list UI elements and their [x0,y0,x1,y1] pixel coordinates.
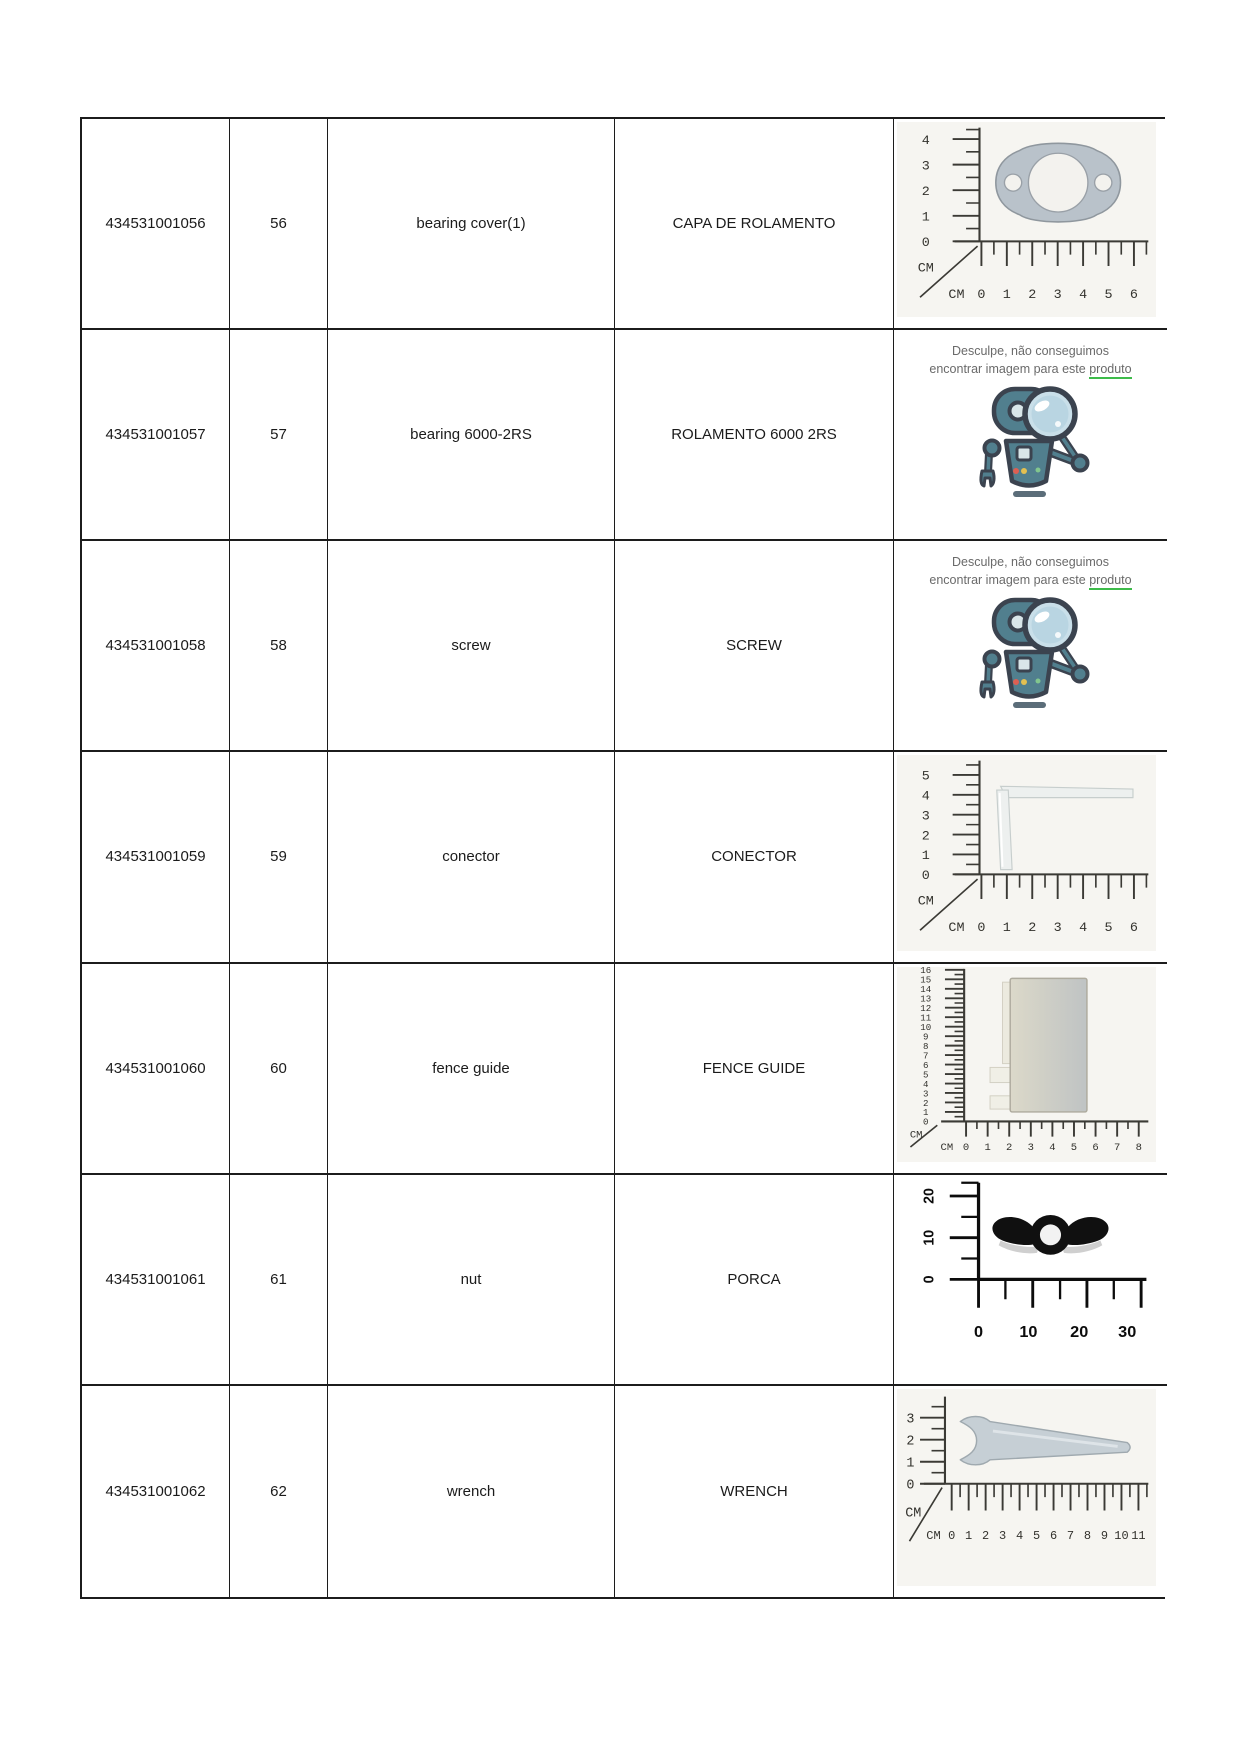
svg-text:8: 8 [923,1040,929,1052]
robot-base [1013,702,1046,708]
svg-text:0: 0 [977,921,986,937]
svg-text:5: 5 [1032,1529,1041,1544]
underlined-word: produto [1089,573,1131,590]
svg-text:16: 16 [920,966,932,976]
image-cell [894,752,1167,963]
svg-text:1: 1 [984,1141,991,1154]
svg-text:2: 2 [982,1529,990,1544]
connector-ruler-image [897,755,1156,950]
fence-guide-ruler-image [897,967,1156,1162]
name-en: bearing 6000-2RS [410,426,532,444]
name-pt: SCREW [726,637,782,655]
svg-text:9: 9 [1100,1529,1109,1544]
svg-text:10: 10 [921,1229,938,1246]
item-no: 56 [270,215,287,233]
name-pt-cell [615,1175,894,1386]
svg-text:10: 10 [1114,1529,1129,1544]
part-number: 434531001058 [105,637,206,655]
name-en: fence guide [432,1059,510,1077]
svg-text:9: 9 [923,1031,929,1043]
name-pt: ROLAMENTO 6000 2RS [671,426,837,444]
name-en-cell [328,119,615,330]
name-pt-cell [615,541,894,752]
svg-text:0: 0 [921,236,930,252]
item-no: 57 [270,426,287,444]
svg-text:4: 4 [1015,1529,1024,1544]
svg-text:11: 11 [920,1012,932,1024]
svg-text:2: 2 [1006,1141,1013,1154]
underlined-word: produto [1089,362,1131,379]
name-en-cell [328,964,615,1175]
svg-text:1: 1 [906,1456,915,1472]
svg-text:2: 2 [921,185,930,200]
item-no-cell [230,1175,328,1386]
svg-text:6: 6 [1049,1529,1058,1544]
wrench-photo [897,1389,1156,1586]
svg-text:7: 7 [1066,1529,1075,1544]
svg-text:4: 4 [1049,1141,1056,1154]
item-no: 59 [270,848,287,866]
svg-text:3: 3 [906,1412,915,1428]
svg-text:0: 0 [977,288,986,304]
svg-text:0: 0 [974,1322,984,1341]
svg-text:0: 0 [921,1275,938,1284]
svg-text:1: 1 [923,1106,929,1118]
svg-text:20: 20 [1070,1322,1089,1341]
parts-table [80,117,1165,1599]
part-number: 434531001059 [105,848,206,866]
svg-text:15: 15 [920,974,932,986]
cm-unit-label: CM [948,288,965,304]
fence-guide-photo [897,967,1156,1162]
cm-unit-label: CM [905,1506,922,1522]
cm-unit-label: CM [909,1129,923,1142]
name-pt-cell [615,330,894,541]
svg-text:11: 11 [1131,1529,1146,1544]
name-en-cell [328,541,615,752]
svg-text:5: 5 [921,770,930,786]
item-no: 62 [270,1482,287,1500]
svg-text:30: 30 [1118,1322,1137,1341]
robot-base [1013,491,1046,497]
svg-text:14: 14 [920,983,932,995]
part-number: 434531001056 [105,215,206,233]
part-number: 434531001061 [105,1270,206,1288]
no-image-message: Desculpe, não conseguimos encontrar imagem para este produto [929,554,1131,589]
image-cell [894,330,1167,541]
connector-part [1001,787,1133,798]
svg-text:3: 3 [1053,921,1062,937]
svg-text:3: 3 [921,809,930,825]
no-image-placeholder [894,330,1167,539]
svg-text:0: 0 [921,869,930,885]
image-cell [894,119,1167,330]
name-en: bearing cover(1) [416,215,526,233]
svg-text:3: 3 [999,1529,1007,1544]
svg-text:2: 2 [1028,288,1037,304]
svg-text:20: 20 [921,1187,938,1204]
name-en: conector [442,848,500,866]
part-number-cell [82,1175,230,1386]
name-en: screw [451,637,491,655]
cm-unit-label: CM [926,1529,941,1544]
item-no-cell [230,964,328,1175]
image-cell [894,1386,1167,1597]
svg-text:10: 10 [1019,1322,1038,1341]
name-pt: PORCA [727,1270,781,1288]
robot-no-image-icon [961,592,1101,712]
robot-gripper [980,471,993,486]
svg-text:1: 1 [921,210,930,226]
wing-nut-photo [897,1178,1156,1373]
item-no-cell [230,119,328,330]
svg-text:8: 8 [1083,1529,1092,1544]
name-pt-cell [615,1386,894,1597]
svg-text:13: 13 [920,993,932,1005]
svg-text:2: 2 [1028,921,1037,937]
connector-photo [897,755,1156,950]
item-no: 58 [270,637,287,655]
svg-text:3: 3 [1053,288,1062,304]
svg-text:5: 5 [1104,921,1113,937]
svg-text:1: 1 [965,1529,973,1544]
name-en-cell [328,1386,615,1597]
fence-guide-part [1010,978,1087,1112]
svg-text:4: 4 [1079,921,1088,937]
svg-text:6: 6 [1129,921,1138,937]
robot-screen [1017,658,1031,671]
part-number-cell [82,330,230,541]
svg-text:3: 3 [923,1087,929,1099]
image-cell [894,541,1167,752]
item-no: 61 [270,1270,287,1288]
name-pt: FENCE GUIDE [702,1059,806,1077]
name-en-cell [328,330,615,541]
cm-unit-label: CM [917,261,934,277]
wing-nut-ruler-image [897,1178,1156,1373]
item-no-cell [230,1386,328,1597]
svg-text:1: 1 [1002,921,1011,937]
wing-nut-part [992,1217,1034,1245]
svg-text:2: 2 [923,1097,929,1109]
svg-text:4: 4 [1079,288,1088,304]
name-pt: CAPA DE ROLAMENTO [672,215,836,233]
part-number: 434531001062 [105,1482,206,1500]
image-cell [894,964,1167,1175]
bearing-cover-ruler-image [897,122,1156,317]
part-number-cell [82,1386,230,1597]
svg-text:2: 2 [906,1434,915,1450]
name-pt-cell [615,119,894,330]
svg-text:10: 10 [920,1021,932,1033]
part-number-cell [82,119,230,330]
svg-text:4: 4 [921,790,930,805]
robot-gripper [980,682,993,697]
name-pt: CONECTOR [711,848,797,866]
svg-text:0: 0 [948,1529,956,1544]
svg-text:1: 1 [1002,288,1011,304]
svg-text:12: 12 [920,1002,932,1014]
name-en: nut [460,1270,482,1288]
robot-no-image-icon [961,381,1101,501]
svg-text:0: 0 [906,1478,915,1494]
svg-text:4: 4 [923,1078,929,1090]
part-number: 434531001060 [105,1059,206,1077]
item-no-cell [230,752,328,963]
svg-text:7: 7 [923,1050,929,1061]
name-pt-cell [615,964,894,1175]
cm-unit-label: CM [940,1141,954,1154]
wrench-part [960,1416,1130,1464]
svg-text:0: 0 [923,1116,929,1128]
svg-text:5: 5 [923,1068,929,1080]
part-number: 434531001057 [105,426,206,444]
svg-text:8: 8 [1135,1141,1142,1154]
cm-unit-label: CM [917,895,934,911]
svg-text:0: 0 [962,1141,970,1154]
bearing-cover-photo [897,122,1156,317]
svg-text:6: 6 [923,1059,929,1071]
name-pt: WRENCH [720,1482,788,1500]
name-en: wrench [446,1482,496,1500]
svg-text:1: 1 [921,849,930,865]
no-image-message: Desculpe, não conseguimos encontrar imagem para este produto [929,343,1131,378]
svg-text:3: 3 [921,159,930,175]
svg-text:4: 4 [921,133,930,149]
item-no: 60 [270,1059,287,1077]
robot-screen [1017,447,1031,460]
svg-text:2: 2 [921,829,930,845]
name-en-cell [328,752,615,963]
item-no-cell [230,541,328,752]
part-number-cell [82,752,230,963]
item-no-cell [230,330,328,541]
svg-text:5: 5 [1070,1141,1078,1154]
svg-text:6: 6 [1129,288,1138,304]
svg-text:3: 3 [1027,1141,1034,1154]
name-en-cell [328,1175,615,1386]
cm-unit-label: CM [948,921,965,937]
no-image-placeholder [894,541,1167,750]
name-pt-cell [615,752,894,963]
image-cell [894,1175,1167,1386]
part-number-cell [82,964,230,1175]
svg-text:5: 5 [1104,288,1113,304]
wrench-ruler-image [897,1389,1156,1586]
svg-text:6: 6 [1092,1141,1099,1154]
svg-text:7: 7 [1113,1141,1121,1154]
part-number-cell [82,541,230,752]
